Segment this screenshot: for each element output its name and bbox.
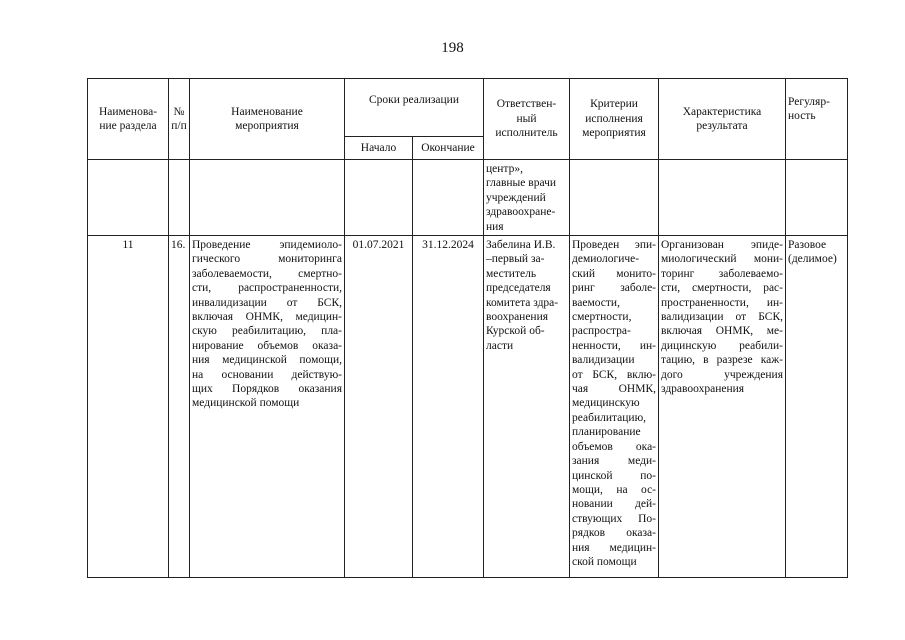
header-responsible: Ответствен- ный исполнитель (484, 79, 570, 160)
table-row-continuation (88, 160, 848, 236)
header-start: Начало (345, 137, 413, 160)
cell-criteria: Проведен эпи- демиологиче- ский монито- ринг заболе- ваемости, смертности, распростра- ненности, ин- валидизации от БСК, вклю- чая ОНМК, медицинскую реабилитацию, планирование объемов ока- зания меди- цинской по- мощи, на ос- новании дей- ствующих По- рядков оказа- ния медицин- ской помощи (570, 236, 659, 578)
page-number: 198 (441, 40, 464, 56)
cell-number: 16. (169, 236, 190, 578)
header-activity: Наименование мероприятия (190, 79, 345, 160)
header-number: № п/п (169, 79, 190, 160)
cell-empty (88, 160, 169, 236)
cell-empty (659, 160, 786, 236)
cell-start-date: 01.07.2021 (345, 236, 413, 578)
header-terms: Сроки реализации (345, 79, 484, 137)
cell-responsible: Забелина И.В. –первый за- меститель председателя комитета здра- воохранения Курской об- ласти (484, 236, 570, 578)
cell-empty (190, 160, 345, 236)
activities-table (87, 78, 848, 578)
cell-result: Организован эпиде- миологический мони- торинг заболеваемо- сти, смертности, рас- пространенности, ин- валидизации от БСК, включая ОНМК, ме- дицинскую реабили- тацию, в разрезе каж- дого учреждения здравоохранения (659, 236, 786, 578)
cell-empty (169, 160, 190, 236)
header-result: Характеристика результата (659, 79, 786, 160)
cell-empty (345, 160, 413, 236)
header-regularity: Регуляр- ность (786, 79, 848, 160)
cell-section: 11 (88, 236, 169, 578)
cell-empty (786, 160, 848, 236)
header-section: Наименова- ние раздела (88, 79, 169, 160)
header-row (88, 79, 848, 137)
cell-responsible-continuation: центр», главные врачи учреждений здравоохране- ния (484, 160, 570, 236)
header-end: Окончание (413, 137, 484, 160)
cell-regularity: Разовое (делимое) (786, 236, 848, 578)
cell-empty (570, 160, 659, 236)
header-criteria: Критерии исполнения мероприятия (570, 79, 659, 160)
cell-end-date: 31.12.2024 (413, 236, 484, 578)
table-row (88, 236, 848, 578)
cell-empty (413, 160, 484, 236)
cell-activity: Проведение эпидемиоло- гического мониторинга заболеваемости, смертно- сти, распространенности, инвалидизации от БСК, включая ОНМК, медицин- скую реабилитацию, пла- нирование объемов оказа- ния медицинской помощи, на основании действую- щих Порядков оказания медицинской помощи (190, 236, 345, 578)
